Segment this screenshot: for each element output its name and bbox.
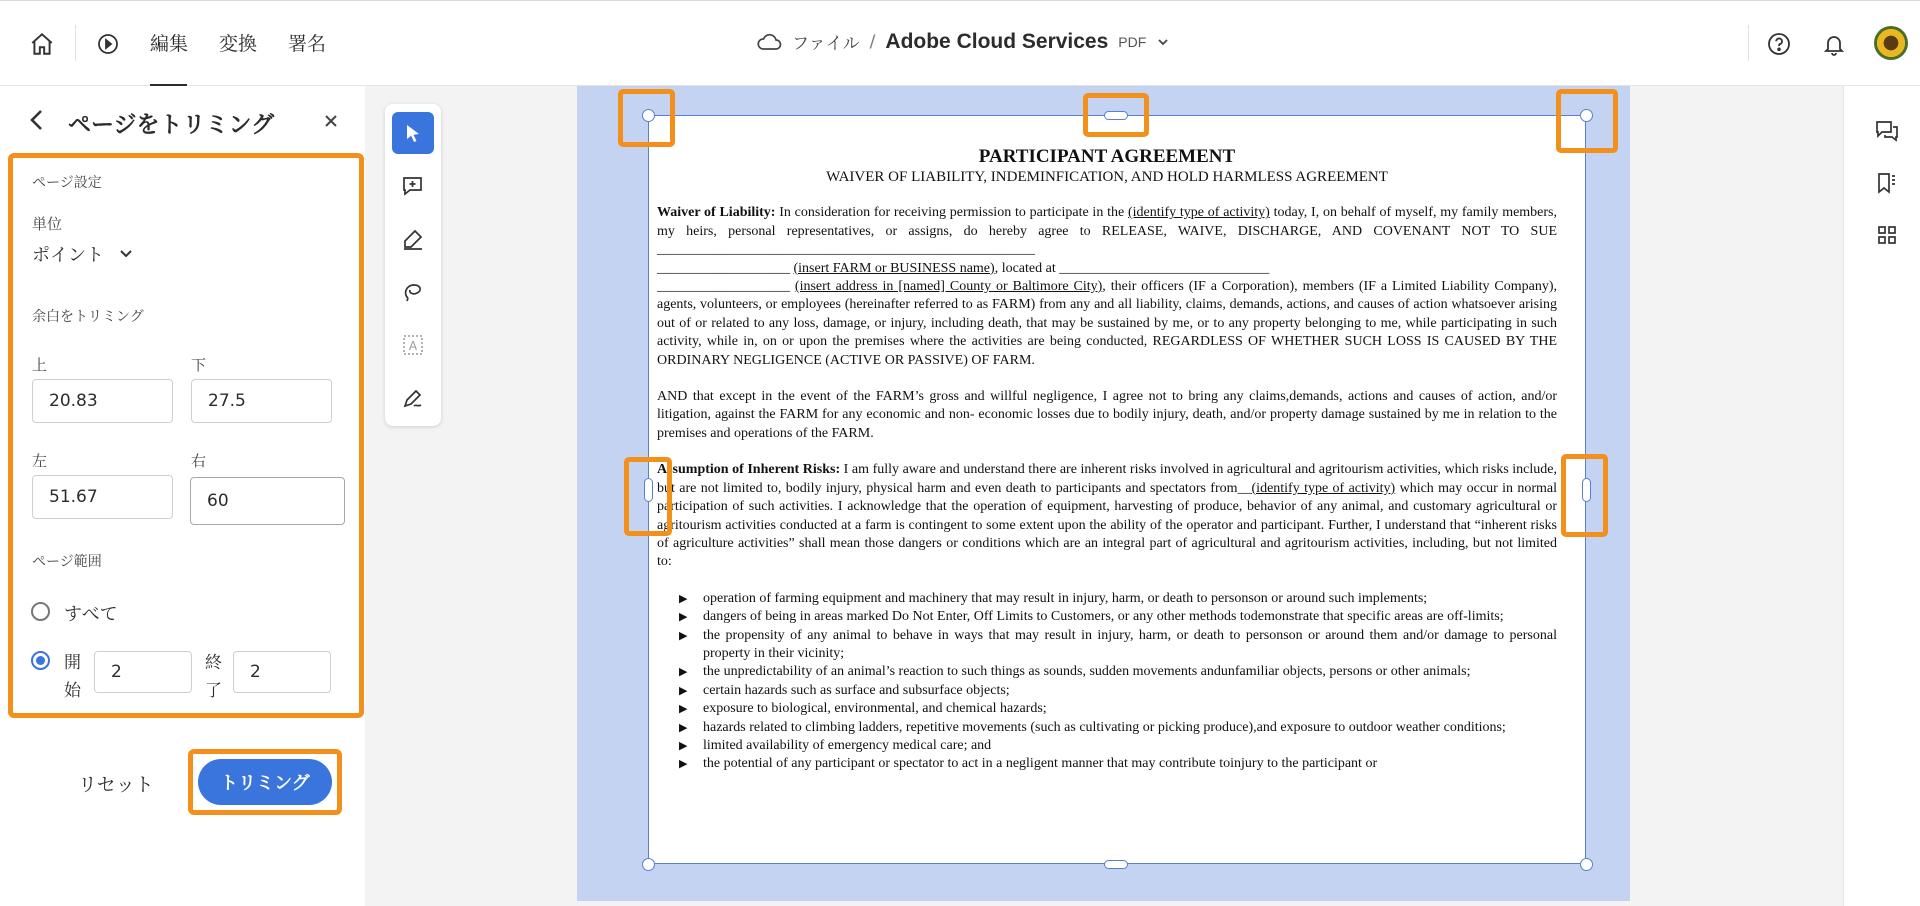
marker-icon: [401, 227, 425, 251]
bell-icon[interactable]: [1819, 29, 1849, 59]
page-settings-label: ページ設定: [32, 175, 102, 191]
draw-tool[interactable]: [392, 271, 434, 313]
back-chevron-icon[interactable]: [26, 106, 48, 134]
cloud-icon: [756, 32, 782, 52]
right-margin-label: 右: [191, 452, 207, 470]
add-comment-tool[interactable]: [392, 165, 434, 207]
document-body: [657, 146, 1557, 774]
doc-subtitle: WAIVER OF LIABILITY, INDEMINFICATION, AND HOLD HARMLESS AGREEMENT: [826, 169, 1388, 185]
help-icon[interactable]: [1764, 29, 1794, 59]
breadcrumb: [756, 29, 1170, 54]
bottom-margin-label: 下: [191, 356, 207, 374]
bookmark-icon[interactable]: [1872, 168, 1902, 198]
tools-toolbar: [385, 104, 441, 426]
trim-margins-label: 余白をトリミング: [32, 309, 144, 325]
unit-label: 単位: [32, 215, 63, 233]
left-margin-label: 左: [32, 452, 48, 470]
risk-list: [679, 590, 1557, 774]
page-range-radio[interactable]: [31, 651, 50, 670]
lasso-icon: [401, 280, 425, 304]
text-tool[interactable]: [392, 324, 434, 366]
left-margin-input[interactable]: 51.67: [32, 475, 173, 519]
chevron-down-icon: [118, 248, 134, 260]
top-margin-label: 上: [32, 356, 48, 374]
right-rail: [1843, 86, 1920, 906]
doc-paragraph: Waiver of Liability: In consideration for receiving permission to participate in the (identify type of activity) today, I, on behalf of myself, my family members, my heirs, personal representatives, or assigns, do hereby agree to RELEASE, WAIVE, DISCHARGE, AND COVENANT NOT TO SUE ______________________________________________________ ___________________ (insert FARM or BUSINESS name), located at ______________________________ ___________________ (insert address in [named] County or Baltimore City), their officers (IF a Corporation), members (IF a Limited Liability Company), agents, volunteers, or employees (hereinafter referred to as FARM) from any and all liability, claims, demands, actions, and causes of action whatsoever arising out of or related to any loss, damage, or injury, including death, that may be sustained by me, or to any property belonging to me, while participating in such activity, while in, on or upon the premises where the activities are being conducted, REGARDLESS OF WHETHER SUCH LOSS IS CAUSED BY THE ORDINARY NEGLIGENCE (ACTIVE OR PASSIVE) OF FARM.: [657, 205, 1558, 368]
home-icon[interactable]: [26, 28, 58, 60]
ai-assistant-icon[interactable]: [92, 28, 124, 60]
list-item: ▶ the unpredictability of an animal’s reaction to such things as sounds, sudden movements andunfamiliar objects, persons or other animals;: [679, 663, 1557, 681]
page-range-label: ページ範囲: [32, 554, 102, 570]
reset-button[interactable]: リセット: [78, 774, 154, 796]
thumbnails-icon[interactable]: [1872, 220, 1902, 250]
all-pages-label: すべて: [64, 604, 118, 625]
crop-handle-bottom-left[interactable]: [642, 858, 655, 871]
list-item: ▶ exposure to biological, environmental, and chemical hazards;: [679, 700, 1557, 718]
sign-tool[interactable]: [392, 377, 434, 419]
end-page-input[interactable]: 2: [233, 651, 331, 693]
breadcrumb-files[interactable]: ファイル: [792, 34, 860, 54]
start-label-line2: 始: [64, 681, 81, 701]
list-item: ▶ hazards related to climbing ladders, repetitive movements (such as cultivating or picking produce),and exposure to outdoor weather conditions;: [679, 719, 1557, 737]
close-icon[interactable]: [322, 112, 340, 130]
list-item: ▶ certain hazards such as surface and subsurface objects;: [679, 682, 1557, 700]
start-label-line1: 開: [64, 653, 81, 673]
handle-highlight-top: [1083, 93, 1149, 137]
panel-title: ページをトリミング: [68, 112, 275, 138]
tab-edit[interactable]: 編集: [150, 33, 189, 55]
list-item: ▶ the propensity of any animal to behave in ways that may result in injury, harm, or death to personson or around them and/or damage to personal property in their vicinity;: [679, 627, 1557, 664]
list-item: ▶ dangers of being in areas marked Do Not Enter, Off Limits to Customers, or any other methods todemonstrate that specific areas are off-limits;: [679, 608, 1557, 626]
document-format: PDF: [1118, 33, 1147, 50]
trim-pages-panel: [0, 86, 365, 906]
right-margin-input[interactable]: 60: [190, 477, 345, 525]
crop-handle-bottom-right[interactable]: [1580, 858, 1593, 871]
list-item: ▶ the potential of any participant or spectator to act in a negligent manner that may contribute toinjury to the participant or: [679, 755, 1557, 773]
comments-icon[interactable]: [1872, 116, 1902, 146]
doc-title: PARTICIPANT AGREEMENT: [978, 146, 1236, 167]
chevron-down-icon[interactable]: [1156, 35, 1170, 49]
handle-highlight-top-right: [1556, 89, 1618, 153]
bottom-margin-input[interactable]: 27.5: [191, 379, 332, 423]
top-header: [0, 0, 1920, 86]
document-title[interactable]: Adobe Cloud Services: [885, 29, 1109, 53]
svg-text:A: A: [408, 339, 418, 353]
start-page-input[interactable]: 2: [94, 651, 192, 693]
tab-sign[interactable]: 署名: [288, 33, 327, 55]
handle-highlight-top-left: [618, 89, 675, 147]
select-tool[interactable]: [392, 112, 434, 154]
settings-highlight: [8, 153, 364, 718]
pdf-page: [648, 115, 1586, 864]
crop-handle-bottom[interactable]: [1104, 860, 1128, 869]
end-label-line1: 終: [205, 653, 222, 673]
top-margin-input[interactable]: 20.83: [32, 379, 173, 423]
tab-convert[interactable]: 変換: [219, 33, 258, 55]
doc-paragraph: AND that except in the event of the FARM’s gross and willful negligence, I agree not to bring any claims,demands, actions and causes of action, and/or litigation, against the FARM for any economic and non- economic losses due to bodily injury, death, and/or property damage sustained by me in relation to the premises and operations of the FARM.: [657, 389, 1557, 441]
cursor-icon: [402, 122, 424, 144]
unit-select[interactable]: [32, 241, 134, 267]
text-box-icon: [401, 333, 425, 357]
avatar[interactable]: [1874, 26, 1908, 60]
comment-add-icon: [401, 174, 425, 198]
list-item: ▶ limited availability of emergency medical care; and: [679, 737, 1557, 755]
handle-highlight-right: [1561, 454, 1608, 537]
pen-sign-icon: [401, 386, 425, 410]
unit-value: ポイント: [32, 245, 104, 266]
breadcrumb-separator: /: [869, 31, 876, 52]
all-pages-radio[interactable]: [31, 602, 50, 621]
handle-highlight-left: [624, 457, 672, 536]
trim-button[interactable]: トリミング: [198, 759, 332, 805]
end-label-line2: 了: [205, 681, 222, 701]
trim-button-highlight: [188, 749, 342, 815]
highlight-tool[interactable]: [392, 218, 434, 260]
doc-paragraph: Assumption of Inherent Risks: I am fully aware and understand there are inherent risks involved in agricultural and agritourism activities, which risks include, but are not limited to, bodily injury, physical harm and even death to participants and spectators from__(identify type of activity) which may occur in normal participation of such activities. I acknowledge that the operation of equipment, harvesting of produce, behavior of any animal, and customary agricultural or agritourism activities conducted at a farm is contingent to some extent upon the ability of the operator and participant. Further, I understand that “inherent risks of agriculture activities” shall mean those dangers or conditions which are an integral part of agricultural and agritourism activities, including, but not limited to:: [657, 462, 1557, 570]
list-item: ▶ operation of farming equipment and machinery that may result in injury, harm, or death to personson or around such implements;: [679, 590, 1557, 608]
